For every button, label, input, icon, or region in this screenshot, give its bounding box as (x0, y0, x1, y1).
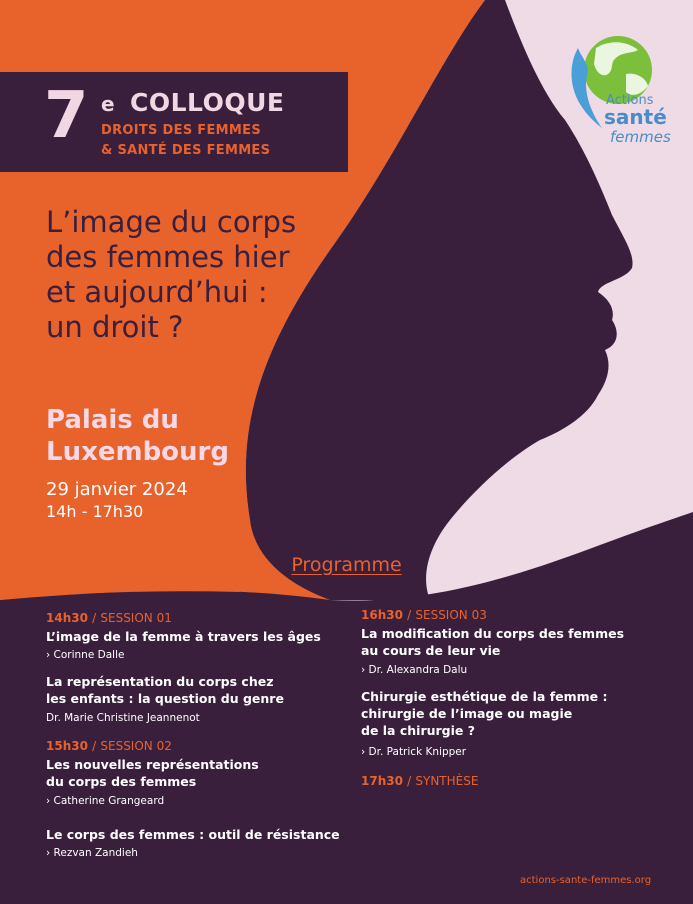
venue-line-1: Palais du (46, 405, 179, 435)
talk-2-line-1: La représentation du corps chez (46, 674, 274, 689)
talk-1-title: L’image de la femme à travers les âges (46, 629, 321, 644)
subtitle-line-2: & SANTÉ DES FEMMES (101, 143, 271, 158)
talk-3-line-2: du corps des femmes (46, 774, 197, 789)
session-3-time: 16h30 (361, 608, 403, 622)
synthese-sep: / (407, 774, 412, 788)
session-1-time: 14h30 (46, 611, 88, 625)
session-3-label: SESSION 03 (415, 608, 487, 622)
session-2-header (46, 739, 172, 753)
headline-line-3: et aujourd’hui : (46, 275, 268, 309)
headline-line-2: des femmes hier (46, 240, 290, 274)
session-1-sep: / (92, 611, 97, 625)
session-1-label: SESSION 01 (100, 611, 172, 625)
session-3-sep: / (407, 608, 412, 622)
talk-5-line-1: La modification du corps des femmes (361, 626, 625, 641)
synthese-header (361, 774, 478, 788)
venue-name (46, 404, 286, 468)
talk-3-line-1: Les nouvelles représentations (46, 757, 259, 772)
session-3-header (361, 608, 487, 622)
headline-line-1: L’image du corps (46, 205, 297, 239)
talk-6-line-2: chirurgie de l’image ou magie (361, 706, 573, 721)
session-2-sep: / (92, 739, 97, 753)
website-link[interactable]: actions-sante-femmes.org (520, 875, 652, 886)
logo-text-femmes: femmes (610, 128, 671, 146)
colloque-label: COLLOQUE (130, 88, 285, 117)
edition-superscript: e (101, 92, 115, 116)
event-time: 14h - 17h30 (46, 502, 144, 521)
talk-4-title: Le corps des femmes : outil de résistance (46, 827, 340, 842)
event-date: 29 janvier 2024 (46, 479, 188, 500)
talk-2-title (46, 673, 284, 707)
session-2-label: SESSION 02 (100, 739, 172, 753)
logo-text-sante: santé (604, 105, 667, 129)
synthese-time: 17h30 (361, 774, 403, 788)
talk-5-line-2: au cours de leur vie (361, 643, 501, 658)
programme-title: Programme (291, 554, 402, 576)
talk-6-title (361, 688, 608, 739)
talk-5-speaker: › Dr. Alexandra Dalu (361, 664, 468, 676)
venue-line-2: Luxembourg (46, 437, 229, 467)
talk-3-title (46, 756, 259, 790)
talk-6-speaker: › Dr. Patrick Knipper (361, 746, 467, 758)
talk-3-speaker: › Catherine Grangeard (46, 795, 165, 807)
talk-6-line-3: de la chirurgie ? (361, 723, 475, 738)
logo-text-actions: Actions (606, 93, 654, 108)
talk-2-speaker: Dr. Marie Christine Jeannenot (46, 712, 200, 724)
talk-6-line-1: Chirurgie esthétique de la femme : (361, 689, 608, 704)
talk-5-title (361, 625, 624, 659)
talk-4-speaker: › Rezvan Zandieh (46, 847, 138, 859)
synthese-label: SYNTHÈSE (415, 774, 479, 788)
subtitle-line-1: DROITS DES FEMMES (101, 123, 261, 138)
edition-number: 7 (44, 79, 89, 153)
session-1-header (46, 611, 172, 625)
headline (46, 205, 386, 345)
talk-2-line-2: les enfants : la question du genre (46, 691, 284, 706)
talk-1-speaker: › Corinne Dalle (46, 649, 125, 661)
headline-line-4: un droit ? (46, 310, 184, 344)
session-2-time: 15h30 (46, 739, 88, 753)
